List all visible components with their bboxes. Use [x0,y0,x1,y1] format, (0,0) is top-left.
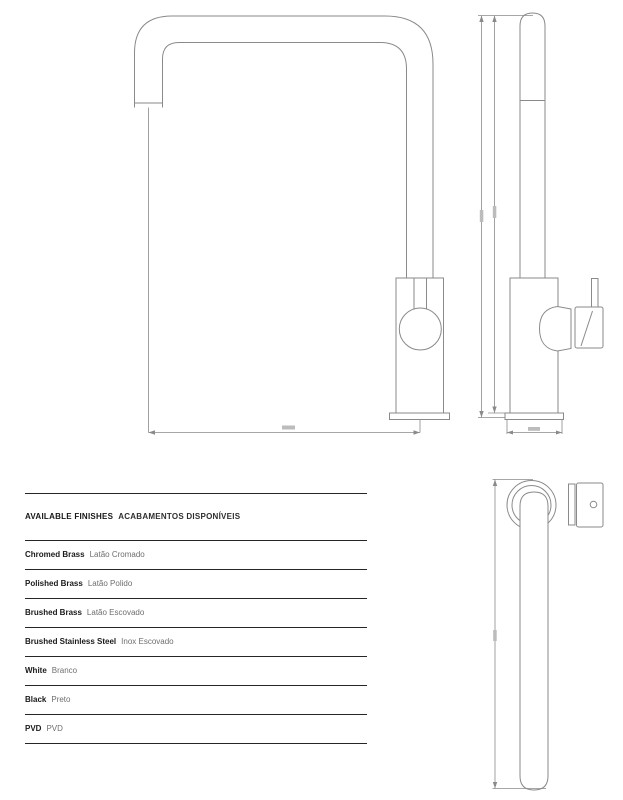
side-view-drawing [478,13,603,435]
finishes-header-en: AVAILABLE FINISHES [25,512,114,522]
front-spout-inner [163,43,407,279]
finish-name-pt: Latão Escovado [86,608,145,617]
top-dimension-label [493,630,497,641]
top-lever-connector [569,484,576,525]
finish-name-en: Brushed Brass [25,608,82,617]
top-spout-tube [520,492,548,790]
side-cartridge [540,307,572,352]
finish-name-pt: Inox Escovado [121,637,174,646]
finish-name-pt: Latão Cromado [89,550,145,559]
side-base-flange [505,413,564,420]
finishes-table [25,493,367,744]
finish-name-en: Brushed Stainless Steel [25,637,117,646]
finish-name-pt: Branco [51,666,78,675]
finishes-header [25,494,367,541]
finish-name-en: PVD [25,724,42,733]
top-view-drawing [493,480,604,791]
front-view-drawing [135,16,450,435]
finish-name-pt: Preto [51,695,71,704]
finish-name-en: Polished Brass [25,579,83,588]
side-spout-tube [520,13,545,278]
finish-row [25,599,367,628]
front-spout-outer [135,16,434,278]
finishes-header-pt: ACABAMENTOS DISPONÍVEIS [118,512,241,522]
side-base-dimension-label [528,427,540,431]
finish-row [25,570,367,599]
finish-name-en: White [25,666,47,675]
side-base-dimension-lines [507,420,562,435]
front-spout-tip [135,103,163,108]
side-dimension-label-outer [480,210,484,222]
side-dimension-label-inner [493,206,497,218]
front-dimension-lines [149,108,421,433]
finish-name-pt: PVD [46,724,63,733]
finish-row [25,686,367,715]
finish-row [25,628,367,657]
finish-row [25,715,367,744]
finish-name-en: Chromed Brass [25,550,85,559]
side-lever-stick [592,279,599,308]
finish-row [25,541,367,570]
front-handle-ball [399,308,441,350]
side-lever-body [575,307,603,348]
finish-name-en: Black [25,695,47,704]
front-dimension-label [282,426,295,430]
finish-row [25,657,367,686]
front-base-flange [390,413,450,420]
finish-name-pt: Latão Polido [87,579,133,588]
